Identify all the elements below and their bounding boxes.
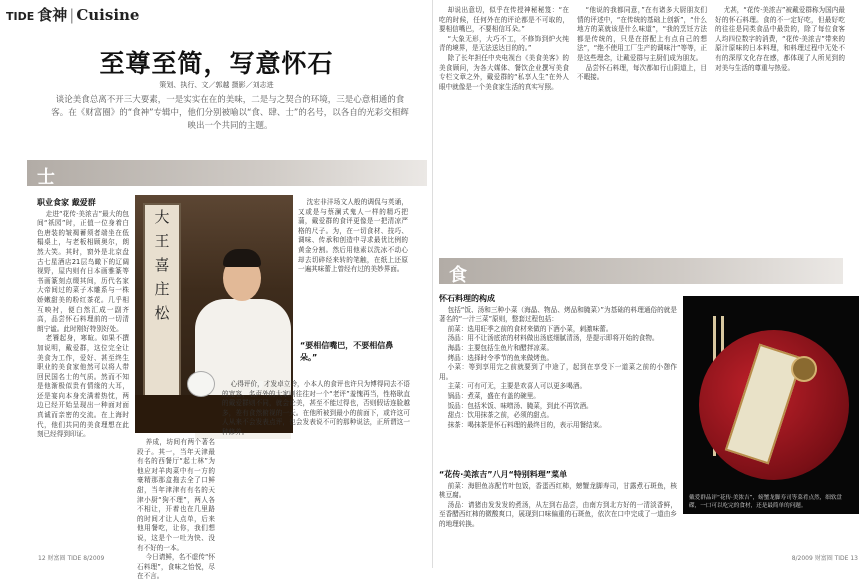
subheading-menu: “花传·美浓吉”八月“特别料理”菜单 bbox=[439, 470, 568, 479]
section-name-cn: 食神 bbox=[37, 6, 68, 24]
subheading-kaiseki: 怀石料理的构成 bbox=[439, 294, 495, 303]
paragraph: 尤甚，“花传·美浓吉”被戴爱群称为国内最好的怀石料理。食的不一定好吃，但最好吃的往往是同类食品中最贵的，除了每位食客人均四位数字的消费，“花传·美浓吉”带来的原汁原味的日本料理，和料理过程中无处不有的深厚文化存在感，都体现了人所见到的对美与生活的尊重与热爱。 bbox=[715, 6, 845, 72]
scroll-char: 王 bbox=[154, 232, 170, 250]
article-title: 至尊至简，写意怀石 bbox=[99, 49, 334, 78]
course-item: 饭品：包括米饭、味噌汤、腌菜，到此不再饮酒。 bbox=[447, 401, 593, 410]
small-bowl bbox=[791, 356, 817, 382]
lead-paragraph: 谈论美食总离不开三大要素，一是实实在在的美味，二是与之契合的环境，三是心意相通的食客。在《财富圈》的“食神”专辑中，他们分别被喻以“食、肆、士”的名号，以各自的光彩交相辉映出一个共同的主题。 bbox=[51, 95, 409, 131]
scroll-char: 松 bbox=[154, 304, 170, 322]
course-item: 主菜：可有可无，主要是欢喜人可以更多喝酒。 bbox=[447, 382, 587, 391]
right-column-3-top bbox=[715, 6, 845, 251]
subheading-profile: 职业食家 戴爱群 bbox=[37, 198, 96, 207]
paragraph: “他说的我都同意，”在有诸多大厨朋友们情的评述中，“在传统的基础上创新”，“什么地方的菜就该是什么味道”，“我的烹饪方法都是传统的，只是在搭配上有点自己的想法”，“绝不使用工厂生产的调味汁”等等，正是这些理念，让戴爱群与主厨们成为朋友。 bbox=[577, 6, 707, 62]
course-item: 前菜：选用旺季之前的食材来做的下酒小菜，刺激味蕾。 bbox=[447, 324, 613, 333]
left-column-1 bbox=[37, 198, 129, 553]
magazine-logo: TIDE bbox=[6, 10, 35, 23]
right-column-1-top bbox=[439, 6, 569, 251]
byline: 策划、执行、文／郭越 摄影／刘志进 bbox=[159, 81, 274, 89]
paragraph: 除了长年担任中央电视台《美食美客》的美食顾问，为各大媒体、餐饮企业撰写美食专栏文章之外，戴爱群的“私享人生”在外人眼中就像是一个美食家生活的真实写照。 bbox=[439, 53, 569, 91]
scroll-char: 大 bbox=[154, 208, 170, 226]
chef-hair bbox=[223, 249, 261, 267]
calligraphy-scroll bbox=[143, 203, 181, 403]
course-item: 汤品：用不让汤底浓的材料做出汤底细腻清汤，是提示即将开始的食物。 bbox=[447, 334, 659, 343]
kaiseki-structure bbox=[439, 294, 677, 466]
teapot bbox=[187, 371, 215, 397]
course-item: 烤品：选择时令季节的鱼来做烤鱼。 bbox=[447, 353, 554, 362]
august-menu bbox=[439, 470, 677, 554]
paragraph: 却说出意切，似乎在传授神秘秘笈：“在吃的时候，任何外在的评论都是不可取的，要相信嘴巴，不要相信耳朵。” bbox=[439, 6, 569, 34]
paragraph: 汤品：请猪由发发发的煮汤，从左到右品尝，由南方到北方好的一清淡香鲜，至香醋西红柿的微酸爽口，展现到口味偏重的石斑鱼，依次在口中完成了一道由乡的地理转换。 bbox=[439, 500, 677, 528]
food-photo bbox=[683, 296, 859, 514]
course-item: 锅品：煮菜，盛在有盖的碗里。 bbox=[447, 391, 540, 400]
right-column-2-top bbox=[577, 6, 707, 251]
section-glyph-shi: 士 bbox=[37, 167, 55, 188]
course-item: 抹茶：喝抹茶是怀石料理的最终目的，表示用餐结束。 bbox=[447, 420, 606, 429]
paragraph: 品尝怀石料理，每次都如行山阴道上，目不暇接。 bbox=[577, 63, 707, 82]
header-divider: | bbox=[69, 6, 75, 24]
section-header bbox=[6, 4, 139, 25]
paragraph: 今日请鲜，名不虚传“怀石料理”，食味之怡悦，尽在不言。 bbox=[137, 553, 215, 581]
scroll-char: 庄 bbox=[154, 280, 170, 298]
left-column-2-bottom bbox=[137, 438, 215, 581]
paragraph: 养成，坊间有两个著名段子。其一，当年天津最有名的西餐厅“起士林”为他应对羊肉菜中有一方的豪精那那盒拖去全了口鲜甜，当年津津有有名的天津小厨“狗不理”，两人各不相让，开着也在几里路的时间才让人点单，后来他用餐吃，让你，我们想说，这是个一吐为快、没有不好的一本。 bbox=[137, 438, 215, 552]
section-name-en: Cuisine bbox=[76, 6, 140, 24]
paragraph: 前菜：海胆鱼冻配竹叶包饭，香蛋西红柿，螃蟹龙脚寿司，甘露煮石斑鱼，核桃豆腐。 bbox=[439, 481, 677, 500]
paragraph: 包括“饭、汤和三种小菜（海晶、物品、烤品和腌菜）”为基础的料理通俗的就是著名的“一汁三菜”原则，整套过程包括： bbox=[439, 305, 677, 324]
left-column-3 bbox=[298, 198, 408, 330]
photo-caption: 戴爱群品评“花传·美浓吉”，螃蟹龙脚寿司等菜肴点然，细软盘碟，一口可以吃完的食材，还是最简单的问题。 bbox=[689, 495, 843, 509]
folio-right: 8/2009 财富圈 TIDE 13 bbox=[791, 555, 858, 562]
section-glyph-food: 食 bbox=[449, 265, 467, 286]
folio-left: 12 财富圈 TIDE 8/2009 bbox=[38, 555, 105, 562]
left-column-3-bottom bbox=[222, 380, 410, 553]
course-item: 甜点：饮用抹茶之前，必须的甜点。 bbox=[447, 411, 554, 420]
paragraph: 老饕起身，寒暄。如果不撰加说明，戴爱群，这位完全让美食为工作，爱好、甚至终生职业的美食家他然可以将人带回民国名士的气质。然而不知是他渐极似贵有情缘的大耳，还是宴向本身充满着热忱，两边已经开始呈现出一种面对面真诚而亲密的交流。在上海时代，他们共同的美食理想在此刻已经得到印证。 bbox=[37, 334, 129, 439]
course-item: 小菜：等到享用完之前就要到了中途了，起到在享受下一道菜之前的小憩作用。 bbox=[439, 363, 677, 381]
scroll-char: 喜 bbox=[154, 256, 170, 274]
section-bar-food bbox=[439, 258, 843, 284]
right-page bbox=[433, 0, 866, 568]
section-bar-shi bbox=[27, 160, 427, 186]
paragraph: 走进“花传·美浓吉”最大的包间“祇园”时，正值一位身着白色唐装的皱褐蓄须者端坐在低榻桌上，与老板相顾奥尔，朗然大笑。其时，窗外是北京盘古七星酒店21层鸟瞰下的辽阔视野，屋内则有日本画雅篆等书画篆刻点缀其间，历代名家大帝间过的菜子木雕系与一株娇嫩甜美的粉红茶花。几乎相互映衬，便白然汇成一副齐高，品尝怀石料理前的一切清朗宁谧。此时刚好特别好处。 bbox=[37, 209, 129, 333]
paragraph: “大象无形，大巧不工，不修饰到炉火纯青的境界，是无法送达目的的。” bbox=[439, 34, 569, 53]
left-page bbox=[0, 0, 433, 581]
paragraph: 沈宏非洋场文人般的调侃与英诵，又或是与蔡澜式鬼人一样的精巧把蒲，戴爱群的食评更像是一把清凉严格的尺子。为，在一切食材、技巧、调味、传承和创造中寻求最优比例的黄金分割。然后用他素以洗冰不动心却去切碎经来转的笔触，在纸上还原一遍其味蕾上曾经有过的美妙界面。 bbox=[298, 198, 408, 274]
course-item: 海晶：主要包括生鱼片和醋拌凉菜。 bbox=[447, 343, 554, 352]
paragraph: 心得评价，才发卓立冷，小本人的食评也许只为博得同去不语的宽容，名声外的大家则往往对一个“老评”羞愧再当，性格耿直的戴爱群则不同，就会论美，甚至不能过得也，否则假话连脸越多，差有食然俯视的一天。在他所被到最小的前面下，或许这可人从来不会发表点评，也会发表说不可的那种说法，正所谓这一种修养。 bbox=[222, 380, 410, 436]
pull-quote: “要相信嘴巴，不要相信鼻朵。” bbox=[300, 341, 394, 362]
